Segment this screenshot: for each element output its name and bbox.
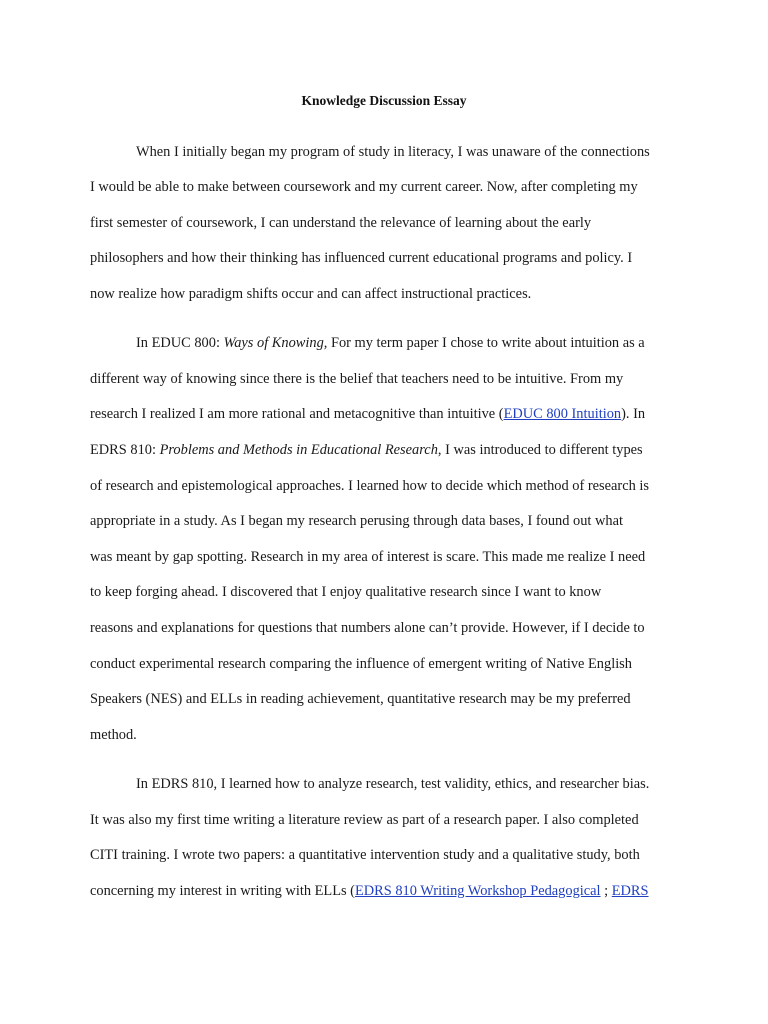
document-title: Knowledge Discussion Essay [301,93,467,108]
paragraph-1-line-4: philosophers and how their thinking has influenced current educational programs and policy. I [90,250,633,266]
paragraph-3-line-3: CITI training. I wrote two papers: a quantitative intervention study and a qualitative study, both [90,847,640,863]
text-run: ; [600,883,612,899]
edrs-810-writing-workshop-link[interactable]: EDRS 810 Writing Workshop Pedagogical [354,883,601,899]
paragraph-2-line-4 [90,441,643,459]
course-title-italic: Ways of Knowing, [223,335,328,351]
text-run: ). In [621,406,646,422]
paragraph-1-line-3: first semester of coursework, I can understand the relevance of learning about the early [90,215,592,231]
paragraph-2-line-2: different way of knowing since there is the belief that teachers need to be intuitive. From my [90,371,624,387]
paragraph-1-line-5: now realize how paradigm shifts occur and can affect instructional practices. [90,286,532,302]
paragraph-1-line-1: When I initially began my program of study in literacy, I was unaware of the connections [136,144,650,160]
paragraph-2-line-9: reasons and explanations for questions that numbers alone can’t provide. However, if I decide to [90,620,645,636]
paragraph-3-line-4 [90,882,649,900]
text-run: concerning my interest in writing with ELLs ( [90,883,355,899]
text-run: , I was introduced to different types [437,442,643,458]
educ-800-intuition-link[interactable]: EDUC 800 Intuition [503,406,622,422]
text-run: EDRS 810: [90,442,160,458]
paragraph-1-line-2: I would be able to make between coursework and my current career. Now, after completing my [90,179,638,195]
text-run: For my term paper I chose to write about intuition as a [327,335,645,351]
paragraph-2-line-5: of research and epistemological approaches. I learned how to decide which method of research is [90,478,650,494]
paragraph-2-line-12: method. [90,727,137,743]
paragraph-2-line-6: appropriate in a study. As I began my research perusing through data bases, I found out what [90,513,623,529]
paragraph-2-line-3 [90,405,645,423]
course-title-italic: Problems and Methods in Educational Research [159,442,438,458]
text-run: In EDUC 800: [136,335,224,351]
paragraph-3-line-1: In EDRS 810, I learned how to analyze research, test validity, ethics, and researcher bias. [136,776,650,792]
paragraph-2-line-10: conduct experimental research comparing the influence of emergent writing of Native English [90,656,632,672]
paragraph-2-line-7: was meant by gap spotting. Research in my area of interest is scare. This made me realize I need [90,549,646,565]
paragraph-2-line-11: Speakers (NES) and ELLs in reading achievement, quantitative research may be my preferred [90,691,631,707]
paragraph-2-line-8: to keep forging ahead. I discovered that I enjoy qualitative research since I want to know [90,584,602,600]
text-run: research I realized I am more rational and metacognitive than intuitive ( [90,406,504,422]
paragraph-3-line-2: It was also my first time writing a literature review as part of a research paper. I also completed [90,812,639,828]
edrs-link[interactable]: EDRS [611,883,649,899]
paragraph-2-line-1 [136,334,645,352]
